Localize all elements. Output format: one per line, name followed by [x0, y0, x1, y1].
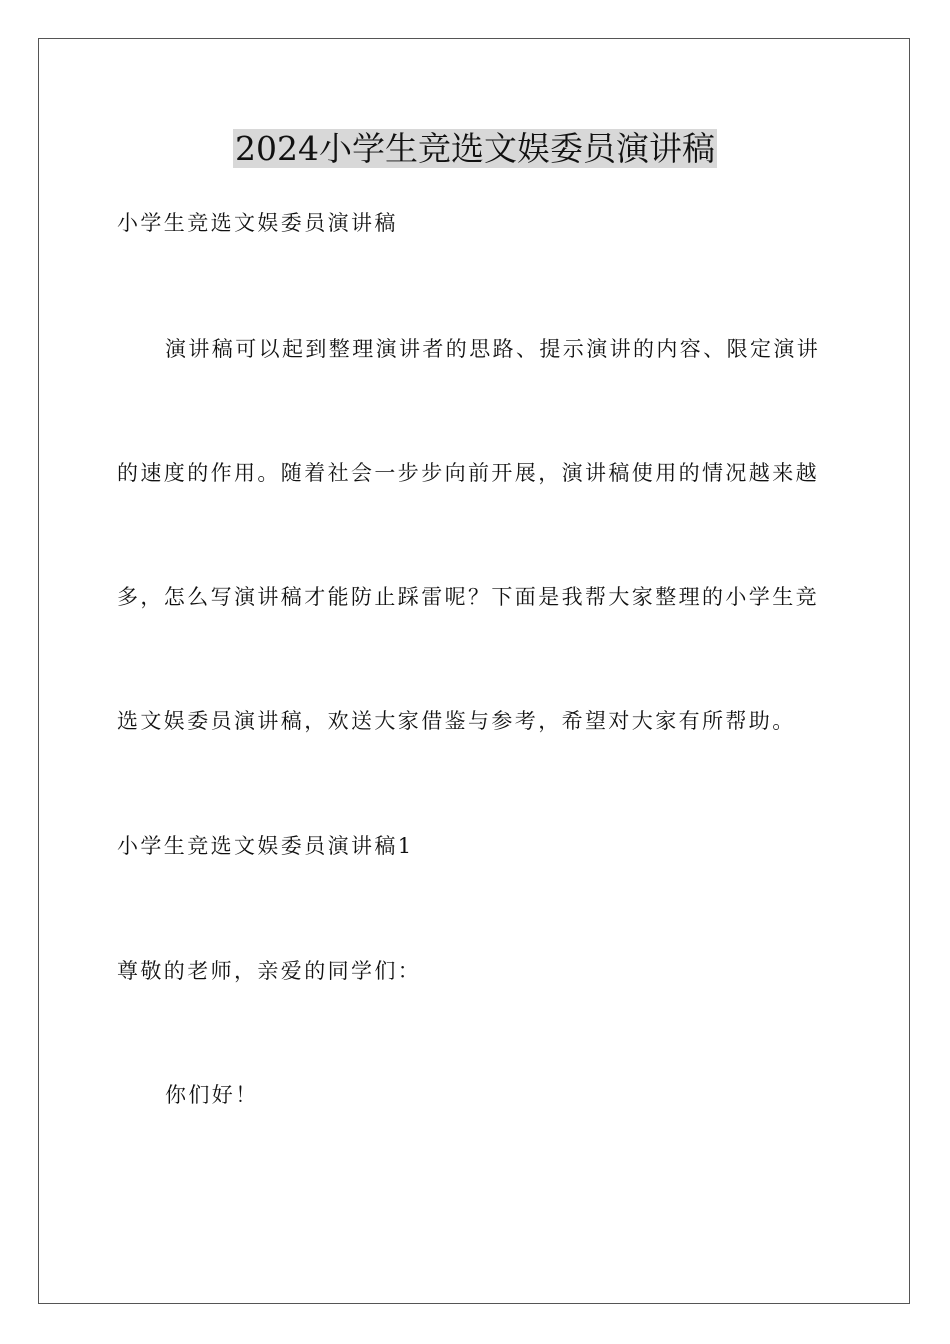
intro-line-4: 选文娱委员演讲稿，欢送大家借鉴与参考，希望对大家有所帮助。	[117, 709, 796, 733]
greeting: 你们好！	[165, 1083, 259, 1107]
intro-line-2: 的速度的作用。随着社会一步步向前开展，演讲稿使用的情况越来越	[117, 461, 819, 485]
document-title-text: 2024小学生竞选文娱委员演讲稿	[235, 129, 715, 168]
document-subtitle: 小学生竞选文娱委员演讲稿	[117, 211, 398, 235]
intro-line-3: 多，怎么写演讲稿才能防止踩雷呢？下面是我帮大家整理的小学生竞	[117, 585, 819, 609]
section-heading: 小学生竞选文娱委员演讲稿1	[117, 834, 414, 858]
document-title	[0, 124, 950, 174]
salutation: 尊敬的老师，亲爱的同学们：	[117, 959, 422, 983]
intro-line-1: 演讲稿可以起到整理演讲者的思路、提示演讲的内容、限定演讲	[165, 337, 821, 361]
